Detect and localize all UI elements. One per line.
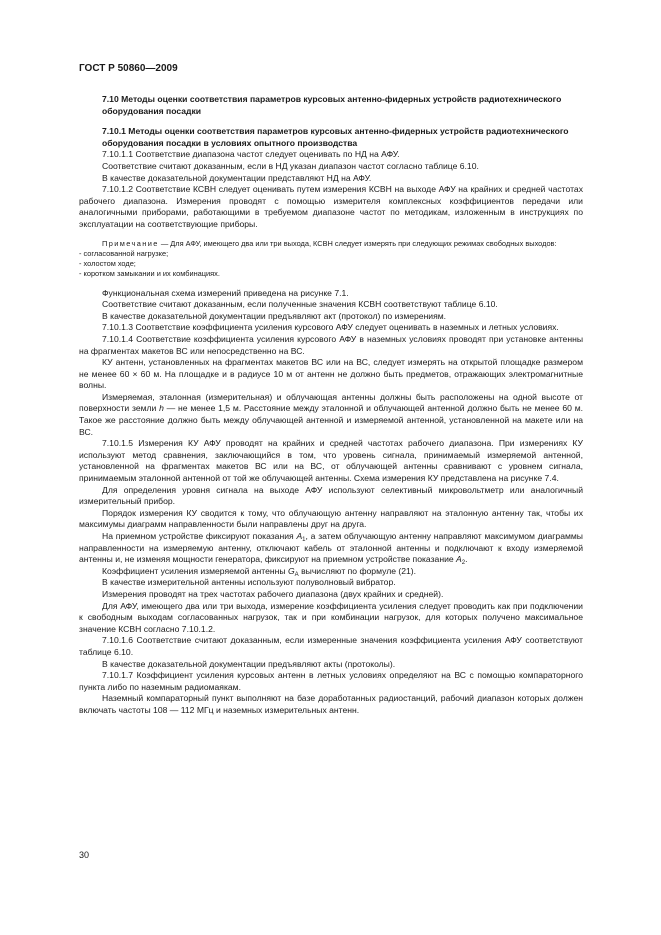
paragraph: КУ антенн, установленных на фрагментах макетов ВС или на ВС, следует измерять на открытой площадке размером не менее 60 × 60 м. На площадке и в радиусе 10 м от антенн не должно быть предметов, отражающих электромагнитные волны. — [79, 357, 583, 391]
paragraph: 7.10.1.2 Соответствие КСВН следует оценивать путем измерения КСВН на выходе АФУ на крайних и средней частотах рабочего диапазона. Измерения проводят с помощью измерителя комплексных коэффициентов передачи или аналогичными приборами, работающими в требуемом диапазоне частот по методикам, изложенным в инструкциях по эксплуатации на соответствующие приборы. — [79, 184, 583, 229]
math-subscript: A — [294, 571, 299, 578]
paragraph: В качестве доказательной документации предъявляют акты (протоколы). — [102, 658, 396, 669]
text-run: Измеряемая, эталонная (измерительная) и облучающая антенны должны быть расположены на одной высоте от поверхности земли — [79, 391, 583, 414]
text-run: . — [465, 554, 468, 565]
math-subscript: 2 — [461, 560, 466, 567]
math-subscript: 1 — [302, 537, 306, 543]
paragraph: Соответствие считают доказанным, если полученные значения КСВН соответствуют таблице 6.10. — [102, 299, 498, 310]
note-body: — Для АФУ, имеющего два или три выхода, КСВН следует измерять при следующих режимах свободных выходов: — [158, 238, 557, 248]
document-body — [79, 94, 583, 717]
note-block — [79, 239, 583, 279]
paragraph: В качестве измерительной антенны используют полуволновый вибратор. — [102, 577, 396, 588]
paragraph — [79, 531, 583, 566]
note-list-item: - коротком замыкании и их комбинациях. — [79, 268, 220, 278]
paragraph: 7.10.1.6 Соответствие считают доказанным, если измеренные значения коэффициента усиления АФУ соответствуют таблице 6.10. — [79, 635, 583, 657]
math-variable: A — [296, 531, 303, 541]
paragraph: 7.10.1.5 Измерения КУ АФУ проводят на крайних и средней частотах рабочего диапазона. При измерениях КУ используют метод сравнения, заключающийся в том, что уровень сигнала, принимаемый измеряемой антенной, установленной на фрагментах макетов ВС или на ВС, от облучающей антенны сравнивают с уровнем сигнала, принимаемым эталонной антенной от той же облучающей антенны. Схема измерения КУ представлена на рисунке 7.4. — [79, 438, 583, 484]
paragraph: Наземный компараторный пункт выполняют на базе доработанных радиостанций, рабочий диапазон которых должен включать частоты 108 — 112 МГц и наземных измерительных антенн. — [79, 693, 583, 715]
paragraph: В качестве доказательной документации представляют НД на АФУ. — [102, 172, 372, 183]
paragraph: Соответствие считают доказанным, если в НД указан диапазон частот согласно таблице 6.10. — [102, 160, 479, 171]
text-run: , а затем облучающую антенну направляют максимумом диаграммы направленности на измеряемую антенну, отключают кабель от эталонной антенны и подключают к входу измеряемой антенны и, не изменяя мощности генератора, фиксируют на приемном устройстве показание — [79, 531, 583, 565]
paragraph: Для АФУ, имеющего два или три выхода, измерение коэффициента усиления следует проводить как при подключении к свободным выходам согласованных нагрузок, так и при комбинации нагрузок, для которых получено максимальное значение КСВН согласно 7.10.1.2. — [79, 600, 583, 634]
math-variable: G — [287, 565, 295, 576]
note-list-item: - холостом ходе; — [79, 258, 136, 268]
paragraph: Измерения проводят на трех частотах рабочего диапазона (двух крайних и средней). — [102, 588, 444, 599]
document-header: ГОСТ Р 50860—2009 — [79, 63, 178, 74]
paragraph: Для определения уровня сигнала на выходе АФУ используют селективный микровольтметр или аналогичный измерительный прибор. — [79, 484, 583, 507]
page-number: 30 — [79, 850, 90, 860]
paragraph: В качестве доказательной документации предъявляют акт (протокол) по измерениям. — [102, 310, 447, 321]
paragraph — [79, 566, 583, 578]
math-variable: h — [159, 403, 164, 414]
paragraph: Функциональная схема измерений приведена на рисунке 7.1. — [102, 287, 349, 298]
note-list-item: - согласованной нагрузке; — [79, 248, 169, 258]
text-run: На приемном устройстве фиксируют показания — [102, 531, 297, 541]
paragraph — [79, 392, 583, 438]
section-heading-7-10: 7.10 Методы оценки соответствия параметров курсовых антенно-фидерных устройств радиотехнического оборудования посадки — [102, 94, 562, 116]
paragraph: 7.10.1.1 Соответствие диапазона частот следует оценивать по НД на АФУ. — [102, 149, 400, 160]
paragraph: 7.10.1.3 Соответствие коэффициента усиления курсового АФУ следует оценивать в наземных и летных условиях. — [102, 322, 559, 333]
text-run: Коэффициент усиления измеряемой антенны — [102, 565, 288, 576]
text-run: — не менее 1,5 м. Расстояние между эталонной и облучающей антенной должно быть не менее 60 м. Такое же расстояние должно быть между облучающей антенной и измеряемой антенной, установленной на макете или на ВС. — [79, 403, 583, 437]
note-label: Примечание — [102, 238, 159, 248]
section-heading-7-10-1: 7.10.1 Методы оценки соответствия параметров курсовых антенно-фидерных устройств радиотехнического оборудования посадки в условиях опытного производства — [102, 126, 569, 148]
paragraph: Порядок измерения КУ сводится к тому, что облучающую антенну направляют на эталонную антенну так, чтобы их максимумы диаграмм направленности были направлены друг на друга. — [79, 507, 583, 530]
text-run: вычисляют по формуле (21). — [298, 565, 417, 576]
paragraph: 7.10.1.4 Соответствие коэффициента усиления курсового АФУ в наземных условиях проводят при установке антенны на фрагментах макетов ВС или непосредственно на ВС. — [79, 333, 583, 356]
note-text — [79, 239, 583, 249]
paragraph: 7.10.1.7 Коэффициент усиления курсовых антенн в летных условиях определяют на ВС с помощью компараторного пункта либо по наземным радиомаякам. — [79, 670, 583, 692]
math-variable: A — [456, 554, 462, 565]
